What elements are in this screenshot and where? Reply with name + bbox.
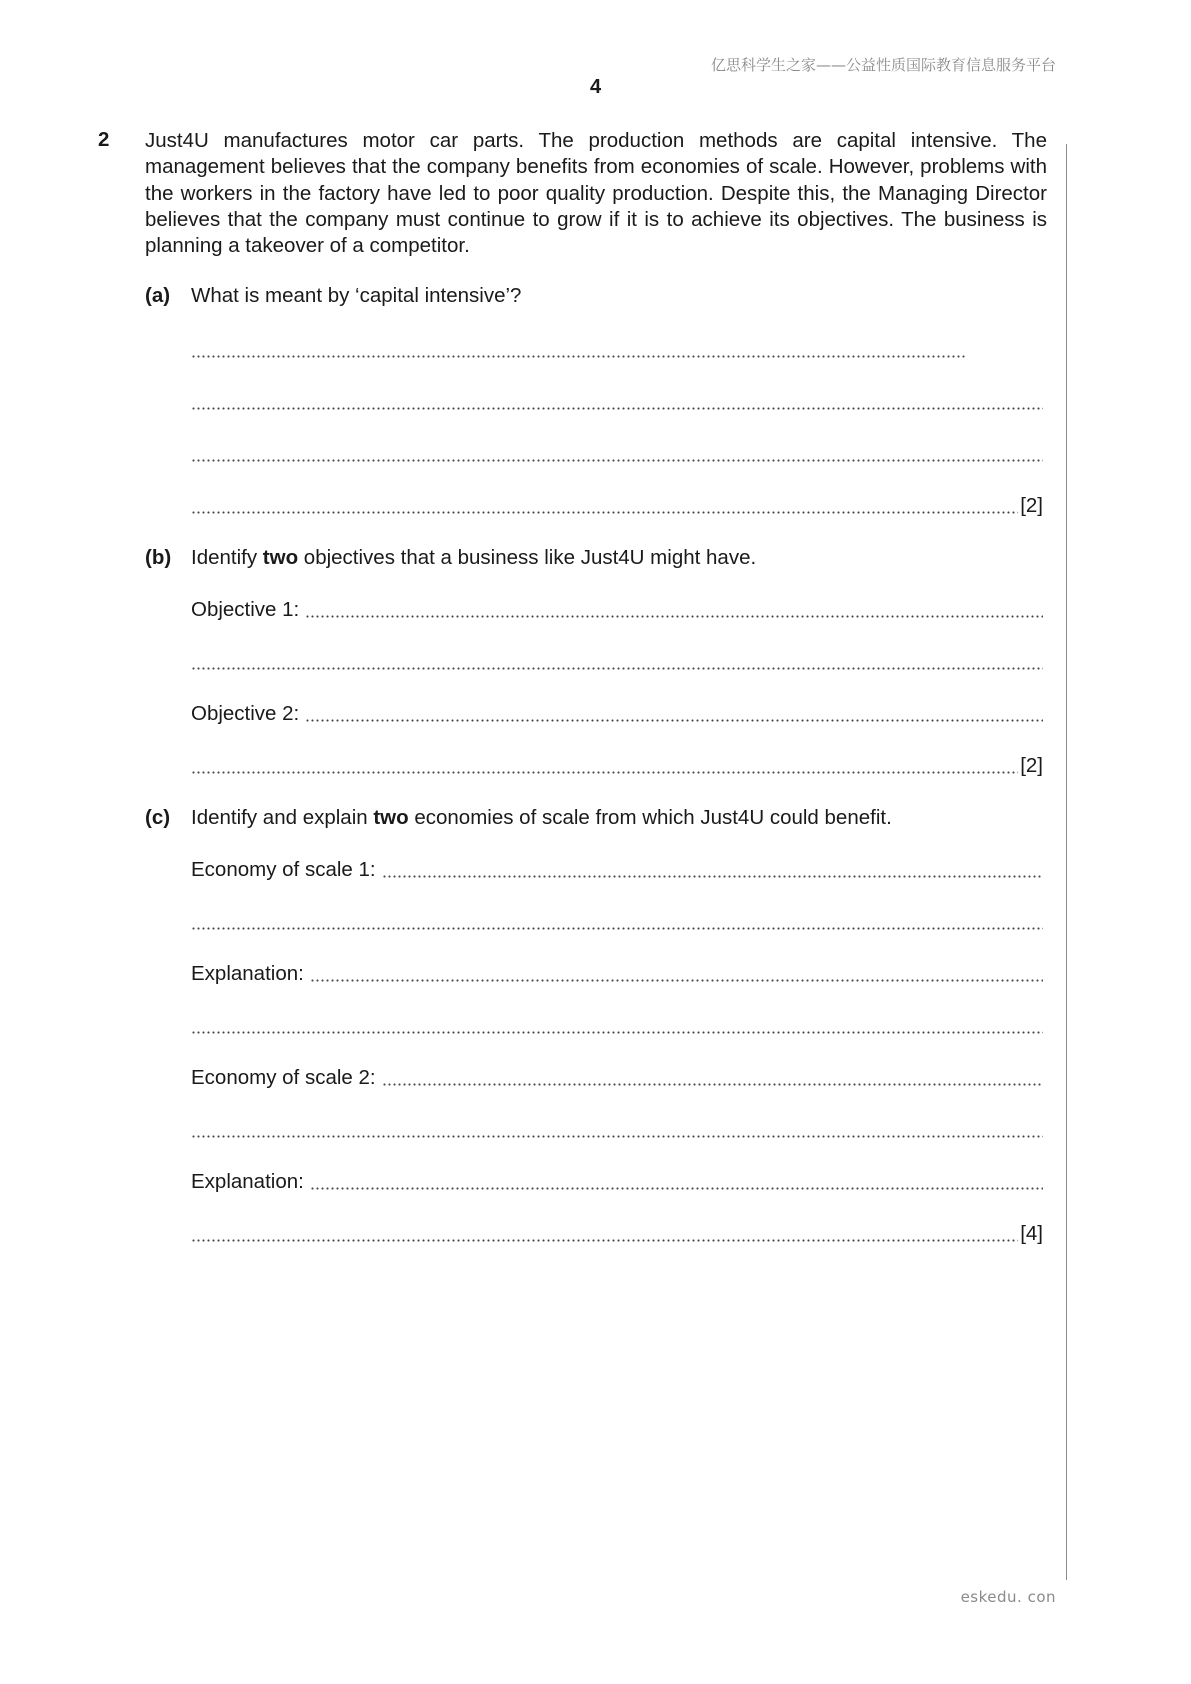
answer-line-objective-1[interactable] xyxy=(191,598,1043,622)
dotted-leader xyxy=(305,615,1043,618)
watermark-text: 亿思科学生之家——公益性质国际教育信息服务平台 xyxy=(710,56,1056,74)
dotted-leader xyxy=(191,407,1043,410)
dotted-leader xyxy=(191,1239,1018,1242)
economy-1-label: Economy of scale 1: xyxy=(191,858,376,881)
part-a-label: (a) xyxy=(145,284,171,307)
answer-line-c4[interactable] xyxy=(191,1014,1043,1038)
answer-line-a1[interactable] xyxy=(191,338,966,362)
answer-line-c2[interactable] xyxy=(191,910,1043,934)
part-c-text-post: economies of scale from which Just4U could benefit. xyxy=(408,806,892,829)
answer-line-a3[interactable] xyxy=(191,442,1043,466)
dotted-leader xyxy=(310,979,1043,982)
dotted-leader xyxy=(191,459,1043,462)
dotted-leader xyxy=(191,667,1043,670)
marks-c: [4] xyxy=(1020,1222,1043,1245)
question-stem: Just4U manufactures motor car parts. The production methods are capital intensive. The management believes that the company benefits from economies of scale. However, problems with the workers in the factory have led to poor quality production. Despite this, the Managing Director believes that the company must continue to grow if it is to achieve its objectives. The business is planning a takeover of a competitor. xyxy=(145,129,1047,258)
answer-line-objective-2[interactable] xyxy=(191,702,1043,726)
explanation-2-label: Explanation: xyxy=(191,1170,304,1193)
marks-a: [2] xyxy=(1020,494,1043,517)
part-b-text-post: objectives that a business like Just4U might have. xyxy=(298,546,757,569)
objective-2-label: Objective 2: xyxy=(191,702,300,725)
part-c-text-pre: Identify and explain xyxy=(191,806,374,829)
dotted-leader xyxy=(191,355,966,358)
answer-line-economy-1[interactable] xyxy=(191,858,1043,882)
dotted-leader xyxy=(191,1135,1043,1138)
dotted-leader xyxy=(382,875,1043,878)
part-b-text-pre: Identify xyxy=(191,546,263,569)
part-c-text-bold: two xyxy=(373,806,409,829)
dotted-leader xyxy=(191,771,1018,774)
answer-line-c6[interactable] xyxy=(191,1118,1043,1142)
footer-site-text: eskedu. con xyxy=(960,1588,1056,1606)
part-a-question: What is meant by ‘capital intensive’? xyxy=(191,284,522,307)
dotted-leader xyxy=(382,1083,1043,1086)
dotted-leader xyxy=(191,927,1043,930)
marks-b: [2] xyxy=(1020,754,1043,777)
page-number: 4 xyxy=(589,76,602,98)
explanation-1-label: Explanation: xyxy=(191,962,304,985)
answer-line-b4[interactable] xyxy=(191,754,1043,778)
part-b-question xyxy=(191,546,756,570)
dotted-leader xyxy=(305,719,1043,722)
answer-line-c8[interactable] xyxy=(191,1222,1043,1246)
answer-line-a4[interactable] xyxy=(191,494,1043,518)
part-b-text-bold: two xyxy=(262,546,299,569)
answer-line-explanation-1[interactable] xyxy=(191,962,1043,986)
answer-line-a2[interactable] xyxy=(191,390,1043,414)
answer-line-explanation-2[interactable] xyxy=(191,1170,1043,1194)
dotted-leader xyxy=(310,1187,1043,1190)
part-c-question xyxy=(191,806,892,830)
answer-line-economy-2[interactable] xyxy=(191,1066,1043,1090)
economy-2-label: Economy of scale 2: xyxy=(191,1066,376,1089)
dotted-leader xyxy=(191,1031,1043,1034)
answer-line-b2[interactable] xyxy=(191,650,1043,674)
margin-line xyxy=(1066,144,1067,1580)
objective-1-label: Objective 1: xyxy=(191,598,300,621)
part-c-label: (c) xyxy=(145,806,171,829)
dotted-leader xyxy=(191,511,1018,514)
question-number: 2 xyxy=(98,128,110,151)
part-b-label: (b) xyxy=(145,546,172,569)
